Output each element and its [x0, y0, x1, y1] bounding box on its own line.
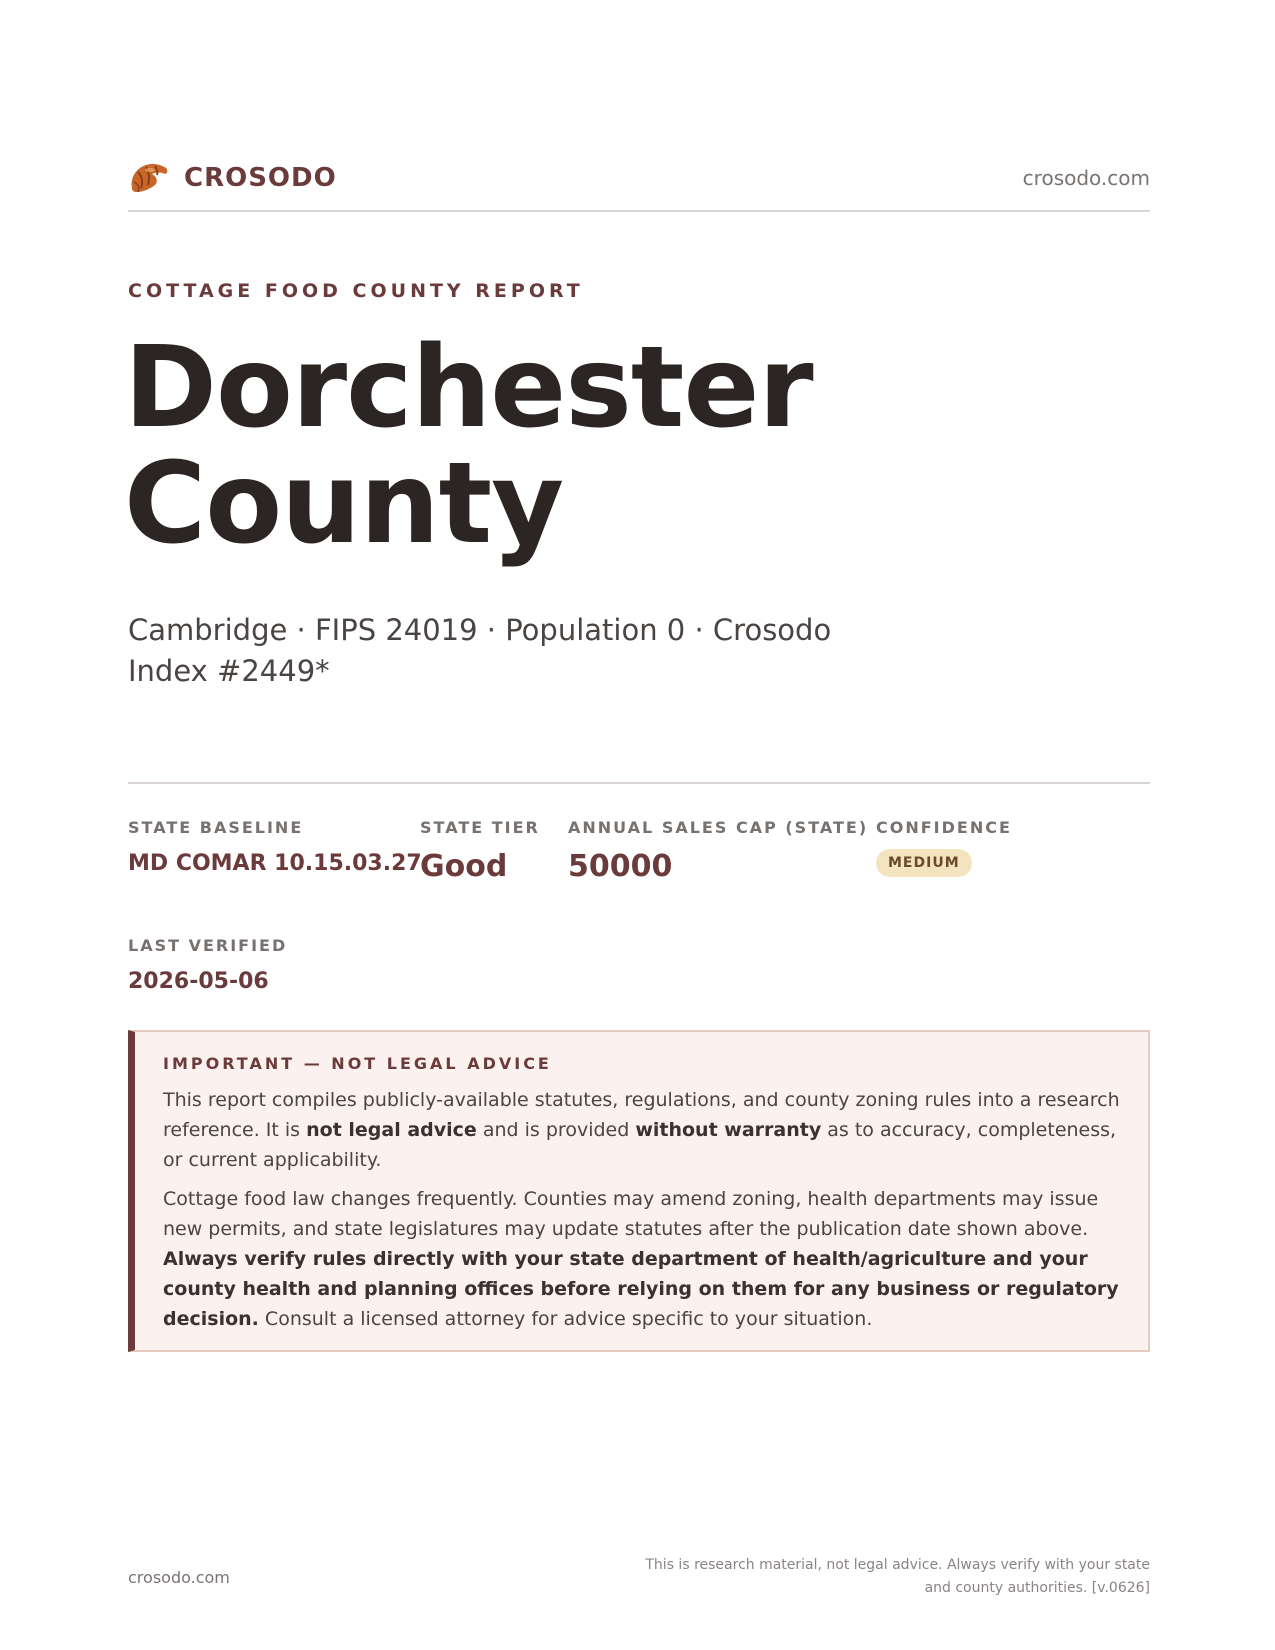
stat-label: ANNUAL SALES CAP (STATE): [568, 818, 869, 837]
page-header: [128, 158, 1150, 200]
title-line-1: Dorchester: [124, 323, 813, 453]
notice-text: Consult a licensed attorney for advice specific to your situation.: [258, 1308, 873, 1330]
stat-confidence: [876, 818, 1012, 877]
site-link[interactable]: crosodo.com: [1022, 166, 1150, 190]
stat-value: MD COMAR 10.15.03.27: [128, 851, 422, 876]
footer-disclaimer: This is research material, not legal advice. Always verify with your state and county authorities. [v.0626]: [645, 1557, 1150, 1596]
stat-label: LAST VERIFIED: [128, 936, 288, 955]
notice-paragraph-1: [163, 1085, 1122, 1175]
brand-name: CROSODO: [184, 163, 337, 193]
notice-text: This report compiles publicly-available statutes, regulations, and county zoning rules into a research reference. It is: [163, 1089, 1120, 1141]
notice-text: as to accuracy, completeness, or current applicability.: [163, 1119, 1117, 1171]
section-divider: [128, 782, 1150, 784]
notice-text: and is provided: [476, 1119, 636, 1141]
stat-value: 50000: [568, 849, 673, 884]
title-line-2: County: [124, 439, 564, 569]
report-page: [124, 0, 1150, 1650]
stat-value: Good: [420, 849, 508, 884]
stat-label: CONFIDENCE: [876, 818, 1012, 837]
stat-state-baseline: [128, 818, 422, 876]
brand[interactable]: [128, 158, 337, 198]
stat-state-tier: [420, 818, 540, 884]
notice-title: IMPORTANT — NOT LEGAL ADVICE: [163, 1054, 552, 1073]
header-divider: [128, 210, 1150, 212]
notice-emphasis: Always verify rules directly with your state department of health/agriculture and your county health and planning offices before relying on them for any business or regulatory decision.: [163, 1248, 1119, 1330]
notice-emphasis: not legal advice: [306, 1119, 477, 1141]
report-kicker: COTTAGE FOOD COUNTY REPORT: [128, 280, 584, 302]
stat-sales-cap: [568, 818, 868, 884]
notice-paragraph-2: [163, 1184, 1122, 1334]
stat-value: 2026-05-06: [128, 969, 269, 994]
stat-last-verified: [128, 936, 287, 994]
confidence-badge: MEDIUM: [876, 849, 972, 877]
page-title: [124, 323, 813, 569]
report-subtitle: Cambridge · FIPS 24019 · Population 0 · Crosodo Index #2449*: [128, 613, 832, 688]
legal-notice: [128, 1030, 1150, 1352]
stat-label: STATE BASELINE: [128, 818, 304, 837]
notice-text: Cottage food law changes frequently. Counties may amend zoning, health departments may issue new permits, and state legislatures may update statutes after the publication date shown above.: [163, 1188, 1099, 1240]
footer-site: crosodo.com: [128, 1568, 230, 1587]
notice-emphasis: without warranty: [635, 1119, 822, 1141]
croissant-icon: [128, 158, 172, 198]
stat-label: STATE TIER: [420, 818, 540, 837]
